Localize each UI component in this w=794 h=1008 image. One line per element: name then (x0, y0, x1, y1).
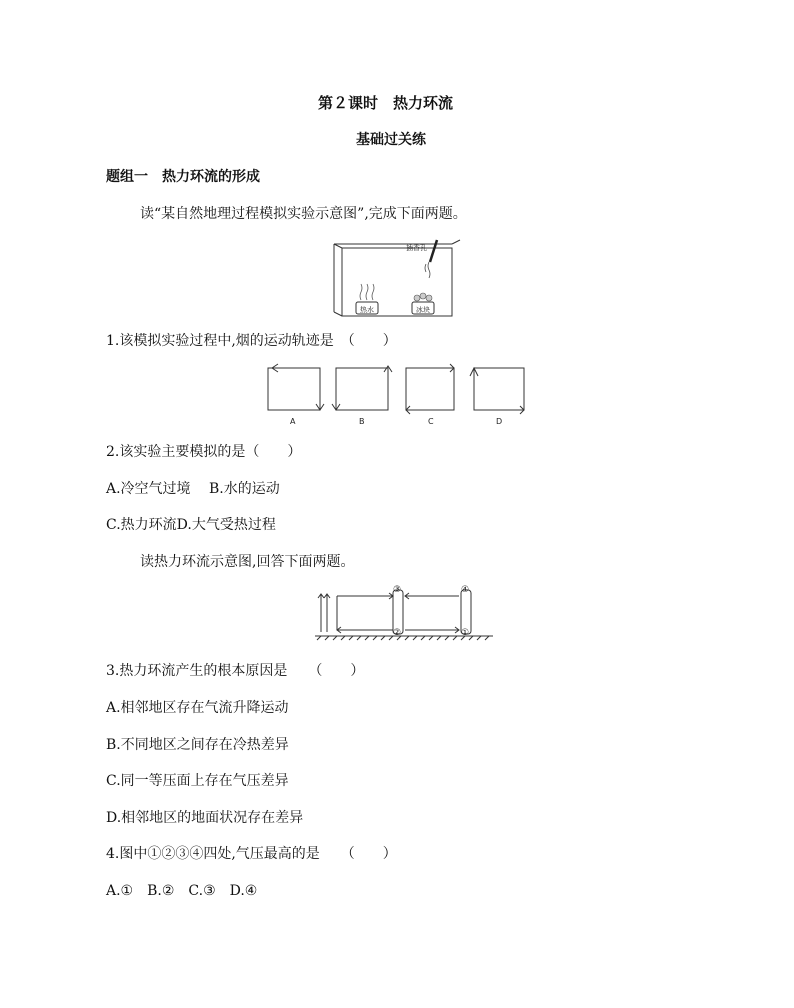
incense-label: 插香孔 (406, 244, 427, 252)
question-2-stem: 2.该实验主要模拟的是（ ） (106, 444, 302, 460)
intro-text-2: 读热力环流示意图,回答下面两题。 (140, 554, 355, 570)
hot-water-label: 热水 (360, 306, 374, 314)
question-3-stem: 3.热力环流产生的根本原因是 （ ） (106, 663, 365, 679)
question-4-stem: 4.图中①②③④四处,气压最高的是 （ ） (106, 846, 397, 862)
page-title: 第２课时 热力环流 (318, 94, 454, 112)
question-4-options: A.① B.② C.③ D.④ (106, 883, 258, 899)
circulation-figure (313, 584, 497, 642)
group-heading: 题组一 热力环流的形成 (106, 169, 260, 185)
question-3-option-a: A.相邻地区存在气流升降运动 (106, 700, 289, 716)
experiment-figure (334, 236, 464, 318)
question-2-options-line-1: A.冷空气过境 B.水的运动 (106, 481, 280, 497)
question-3-option-c: C.同一等压面上存在气压差异 (106, 773, 289, 789)
question-1-stem: 1.该模拟实验过程中,烟的运动轨迹是 （ ） (106, 333, 397, 349)
q1-options-figure (264, 362, 534, 428)
section-subtitle: 基础过关练 (356, 132, 426, 148)
point-3-label: ③ (393, 585, 402, 595)
question-3-option-d: D.相邻地区的地面状况存在差异 (106, 810, 304, 826)
ice-label: 冰块 (416, 306, 430, 314)
option-label-b: B (359, 417, 365, 426)
incense-stick (430, 240, 437, 262)
option-label-d: D (496, 417, 503, 426)
question-3-option-b: B.不同地区之间存在冷热差异 (106, 737, 289, 753)
point-1-label: ① (461, 628, 470, 638)
option-label-c: C (428, 417, 434, 426)
point-2-label: ② (393, 628, 402, 638)
option-label-a: A (290, 417, 296, 426)
question-2-options-line-2: C.热力环流D.大气受热过程 (106, 517, 276, 533)
intro-text-1: 读“某自然地理过程模拟实验示意图”,完成下面两题。 (140, 206, 467, 222)
point-4-label: ④ (461, 585, 470, 595)
